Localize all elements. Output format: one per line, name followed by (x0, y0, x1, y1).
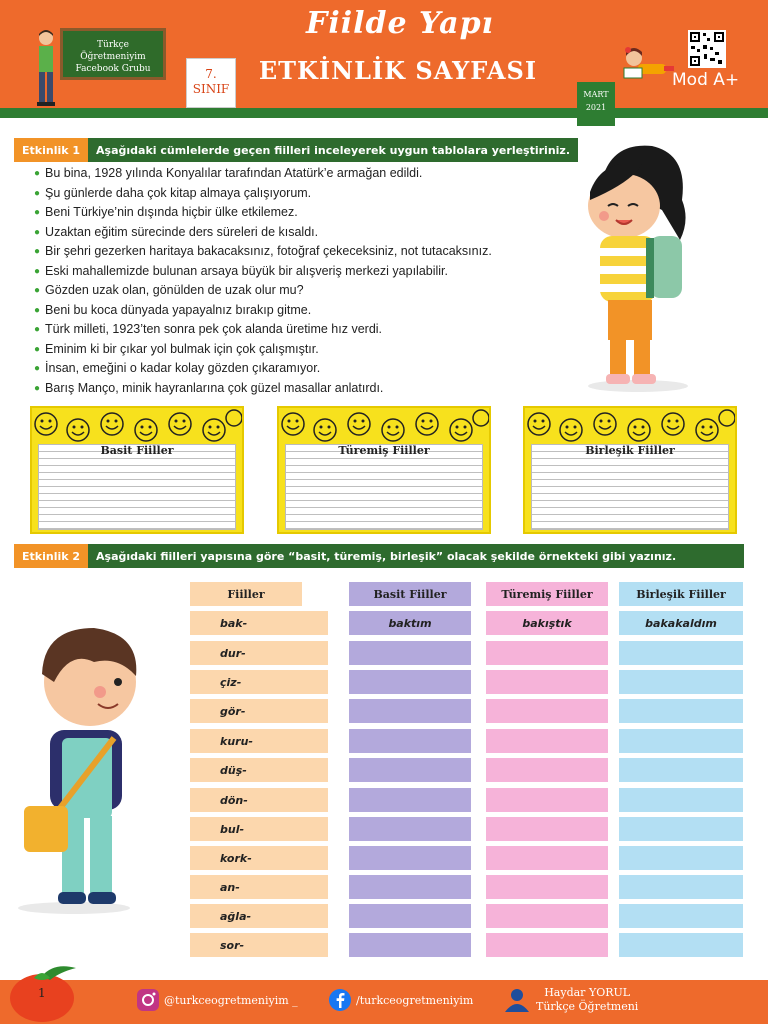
list-item (34, 281, 534, 301)
basit-answer-cell: baktım (349, 611, 471, 635)
verb-cell: bul- (190, 817, 328, 841)
verb-cell: ağla- (190, 904, 328, 928)
basit-answer-cell[interactable] (349, 641, 471, 665)
header-birlesik: Birleşik Fiiller (619, 582, 743, 606)
birlesik-answer-cell[interactable] (619, 788, 743, 812)
instagram-handle: @turkceogretmeniyim _ (164, 993, 298, 1007)
bullet-icon: ● (34, 207, 41, 218)
basit-answer-cell[interactable] (349, 817, 471, 841)
birlesik-answer-cell[interactable] (619, 846, 743, 870)
list-item (34, 359, 534, 379)
bullet-icon: ● (34, 246, 41, 257)
verb-cell: gör- (190, 699, 328, 723)
turemis-answer-cell[interactable] (486, 729, 608, 753)
list-item (34, 164, 534, 184)
basit-answer-cell[interactable] (349, 846, 471, 870)
author-title: Türkçe Öğretmeni (536, 1000, 639, 1013)
basit-answer-cell[interactable] (349, 788, 471, 812)
list-item (34, 379, 534, 399)
grade-word: SINIF (192, 82, 230, 96)
basit-answer-cell[interactable] (349, 758, 471, 782)
birlesik-answer-cell: bakakaldım (619, 611, 743, 635)
reading-girl-illustration (620, 46, 676, 82)
facebook-link[interactable] (328, 988, 473, 1012)
turemis-answer-cell[interactable] (486, 904, 608, 928)
sentence-text: Beni bu koca dünyada yapayalnız bırakıp gitme. (45, 302, 312, 317)
list-item (34, 301, 534, 321)
turemis-answer-cell[interactable] (486, 788, 608, 812)
bullet-icon: ● (34, 265, 41, 277)
list-item (34, 184, 534, 204)
facebook-handle: /turkceogretmeniyim (356, 993, 474, 1007)
basit-fiiller-box (30, 406, 244, 534)
activity2-bar (14, 544, 744, 568)
activity1-tag: Etkinlik 1 (14, 138, 88, 162)
grade-number: 7. (205, 67, 217, 81)
instagram-link[interactable] (136, 988, 298, 1012)
boy-with-bag-illustration (14, 620, 144, 916)
list-item (34, 223, 534, 243)
activity1-bar (14, 138, 578, 162)
sentence-text: Barış Manço, minik hayranlarına çok güzel masallar anlatırdı. (45, 380, 384, 395)
author-block (536, 986, 638, 1014)
board-line-2: Facebook Grubu (75, 64, 151, 74)
sentence-text: Bu bina, 1928 yılında Konyalılar tarafından Atatürk’e armağan edildi. (45, 166, 423, 180)
verb-cell: dur- (190, 641, 328, 665)
date-badge (577, 82, 615, 126)
sentence-text: Gözden uzak olan, gönülden de uzak olur mu? (45, 283, 304, 297)
header-stripe (0, 108, 768, 118)
bullet-icon: ● (34, 324, 41, 335)
list-item (34, 242, 534, 262)
birlesik-answer-cell[interactable] (619, 758, 743, 782)
basit-answer-cell[interactable] (349, 904, 471, 928)
sentence-text: Bir şehri gezerken haritaya bakacaksınız, fotoğraf çekeceksiniz, not tutacaksınız. (45, 244, 492, 258)
smiley-icons (279, 408, 489, 444)
qr-code-icon[interactable] (688, 30, 726, 68)
bullet-icon: ● (34, 285, 41, 296)
verb-cell: an- (190, 875, 328, 899)
activity1-instruction: Aşağıdaki cümlelerde geçen fiilleri inceleyerek uygun tablolara yerleştiriniz. (88, 138, 578, 162)
sentence-text: Eminim ki bir çıkar yol bulmak için çok çalışmıştır. (45, 341, 319, 356)
birlesik-answer-cell[interactable] (619, 817, 743, 841)
sentence-list (34, 164, 534, 398)
bullet-icon: ● (34, 382, 41, 394)
turemis-answer-cell[interactable] (486, 699, 608, 723)
page-number: 1 (38, 986, 46, 1000)
user-icon (504, 988, 530, 1012)
verb-cell: sor- (190, 933, 328, 957)
birlesik-fiiller-box (523, 406, 737, 534)
verb-cell: dön- (190, 788, 328, 812)
birlesik-answer-cell[interactable] (619, 933, 743, 957)
sentence-text: Uzaktan eğitim sürecinde ders süreleri de kısaldı. (45, 224, 319, 239)
turemis-answer-cell[interactable] (486, 846, 608, 870)
basit-answer-cell[interactable] (349, 699, 471, 723)
facebook-group-board (60, 28, 166, 80)
mod-label: Mod A+ (672, 70, 740, 90)
turemis-answer-cell[interactable] (486, 875, 608, 899)
sentence-text: Eski mahallemizde bulunan arsaya büyük bir alışveriş merkezi yapılabilir. (45, 263, 449, 278)
bullet-icon: ● (34, 363, 41, 374)
turemis-answer-cell[interactable] (486, 758, 608, 782)
birlesik-answer-cell[interactable] (619, 729, 743, 753)
sentence-text: Şu günlerde daha çok kitap almaya çalışıyorum. (45, 185, 312, 200)
turemis-fiiller-box (277, 406, 491, 534)
bullet-icon: ● (34, 226, 41, 238)
instagram-icon (136, 988, 160, 1012)
date-month: MART (583, 90, 609, 99)
verb-cell: kork- (190, 846, 328, 870)
turemis-answer-cell: bakıştık (486, 611, 608, 635)
list-item (34, 320, 534, 340)
verb-cell: bak- (190, 611, 328, 635)
activity2-tag: Etkinlik 2 (14, 544, 88, 568)
basit-answer-cell[interactable] (349, 933, 471, 957)
sentence-text: Beni Türkiye’nin dışında hiçbir ülke etkilemez. (45, 205, 298, 219)
birlesik-answer-cell[interactable] (619, 904, 743, 928)
smiley-icons (32, 408, 242, 444)
teacher-illustration (30, 28, 60, 108)
verb-cell: çiz- (190, 670, 328, 694)
header-turemis: Türemiş Fiiller (486, 582, 608, 606)
facebook-icon (328, 988, 352, 1012)
birlesik-answer-cell[interactable] (619, 699, 743, 723)
turemis-answer-cell[interactable] (486, 641, 608, 665)
author-name: Haydar YORUL (544, 986, 631, 999)
turemis-answer-cell[interactable] (486, 817, 608, 841)
activity2-instruction: Aşağıdaki fiilleri yapısına göre “basit, türemiş, birleşik” olacak şekilde örnekteki gibi yazınız. (88, 544, 744, 568)
box-title: Basit Fiiller (100, 444, 174, 457)
basit-answer-cell[interactable] (349, 670, 471, 694)
bullet-icon: ● (34, 304, 41, 316)
box-title: Birleşik Fiiller (585, 444, 675, 457)
turemis-answer-cell[interactable] (486, 933, 608, 957)
page-title: Fiilde Yapı (306, 6, 494, 41)
turemis-answer-cell[interactable] (486, 670, 608, 694)
list-item (34, 262, 534, 282)
sentence-text: Türk milleti, 1923’ten sonra pek çok alanda üretime hız verdi. (45, 322, 383, 336)
header-fiiller: Fiiller (190, 582, 302, 606)
girl-with-backpack-illustration (572, 140, 702, 396)
board-line-1: Türkçe Öğretmeniyim (80, 40, 146, 62)
birlesik-answer-cell[interactable] (619, 641, 743, 665)
verb-cell: düş- (190, 758, 328, 782)
bullet-icon: ● (34, 187, 41, 199)
verb-cell: kuru- (190, 729, 328, 753)
header-basit: Basit Fiiller (349, 582, 471, 606)
basit-answer-cell[interactable] (349, 875, 471, 899)
box-title: Türemiş Fiiller (338, 444, 430, 457)
sentence-text: İnsan, emeğini o kadar kolay gözden çıkaramıyor. (45, 361, 321, 375)
grade-badge (186, 58, 236, 108)
birlesik-answer-cell[interactable] (619, 670, 743, 694)
list-item (34, 340, 534, 360)
page-subtitle: ETKİNLİK SAYFASI (258, 56, 538, 85)
birlesik-answer-cell[interactable] (619, 875, 743, 899)
basit-answer-cell[interactable] (349, 729, 471, 753)
list-item (34, 203, 534, 223)
date-year: 2021 (585, 103, 607, 112)
bullet-icon: ● (34, 343, 41, 355)
smiley-icons (525, 408, 735, 444)
bullet-icon: ● (34, 168, 41, 179)
